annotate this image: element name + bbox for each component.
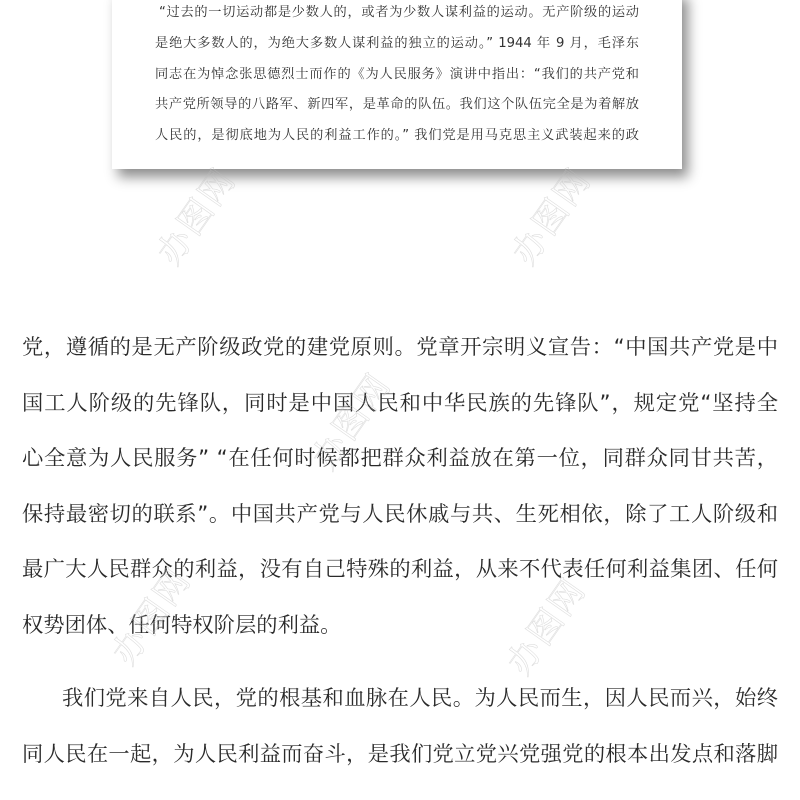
paragraph-line: 国工人阶级的先锋队，同时是中国人民和中华民族的先锋队”，规定党“坚持全	[22, 390, 778, 416]
paragraph-line: 权势团体、任何特权阶层的利益。	[22, 612, 342, 638]
card-line: 人民的，是彻底地为人民的利益工作的。” 我们党是用马克思主义武装起来的政	[155, 128, 639, 144]
card-line: 同志在为悼念张思德烈士而作的《为人民服务》演讲中指出：“我们的共产党和	[155, 66, 639, 82]
card-line: “过去的一切运动都是少数人的，或者为少数人谋利益的运动。无产阶级的运动	[159, 5, 639, 20]
watermark: 办图网	[499, 570, 595, 683]
watermark: 办图网	[104, 560, 200, 673]
quoted-excerpt-text	[155, 0, 639, 152]
card-line: 共产党所领导的八路军、新四军，是革命的队伍。我们这个队伍完全是为着解放	[155, 97, 639, 113]
paragraph-line: 最广大人民群众的利益，没有自己特殊的利益，从来不代表任何利益集团、任何	[22, 557, 778, 582]
paragraph-line: 保持最密切的联系”。中国共产党与人民休戚与共、生死相依，除了工人阶级和	[22, 501, 778, 527]
watermark: 办图网	[149, 160, 245, 273]
paragraph-line: 同人民在一起，为人民利益而奋斗，是我们党立党兴党强党的根本出发点和落脚	[22, 741, 778, 767]
watermark: 办图网	[304, 365, 400, 478]
watermark: 办图网	[504, 160, 600, 273]
card-line: 是绝大多数人的，为绝大多数人谋利益的独立的运动。” 1944 年 9 月，毛泽东	[155, 35, 639, 51]
article-body	[22, 320, 778, 782]
quoted-excerpt-card	[112, 0, 682, 169]
paragraph-spacer	[22, 653, 778, 671]
paragraph-line: 党，遵循的是无产阶级政党的建党原则。党章开宗明义宣告：“中国共产党是中	[22, 335, 778, 360]
paragraph-line: 我们党来自人民，党的根基和血脉在人民。为人民而生，因人民而兴，始终	[62, 686, 778, 711]
paragraph-1	[22, 320, 778, 653]
paragraph-line: 心全意为人民服务” “在任何时候都把群众利益放在第一位，同群众同甘共苦，	[22, 446, 778, 471]
paragraph-2	[22, 671, 778, 782]
